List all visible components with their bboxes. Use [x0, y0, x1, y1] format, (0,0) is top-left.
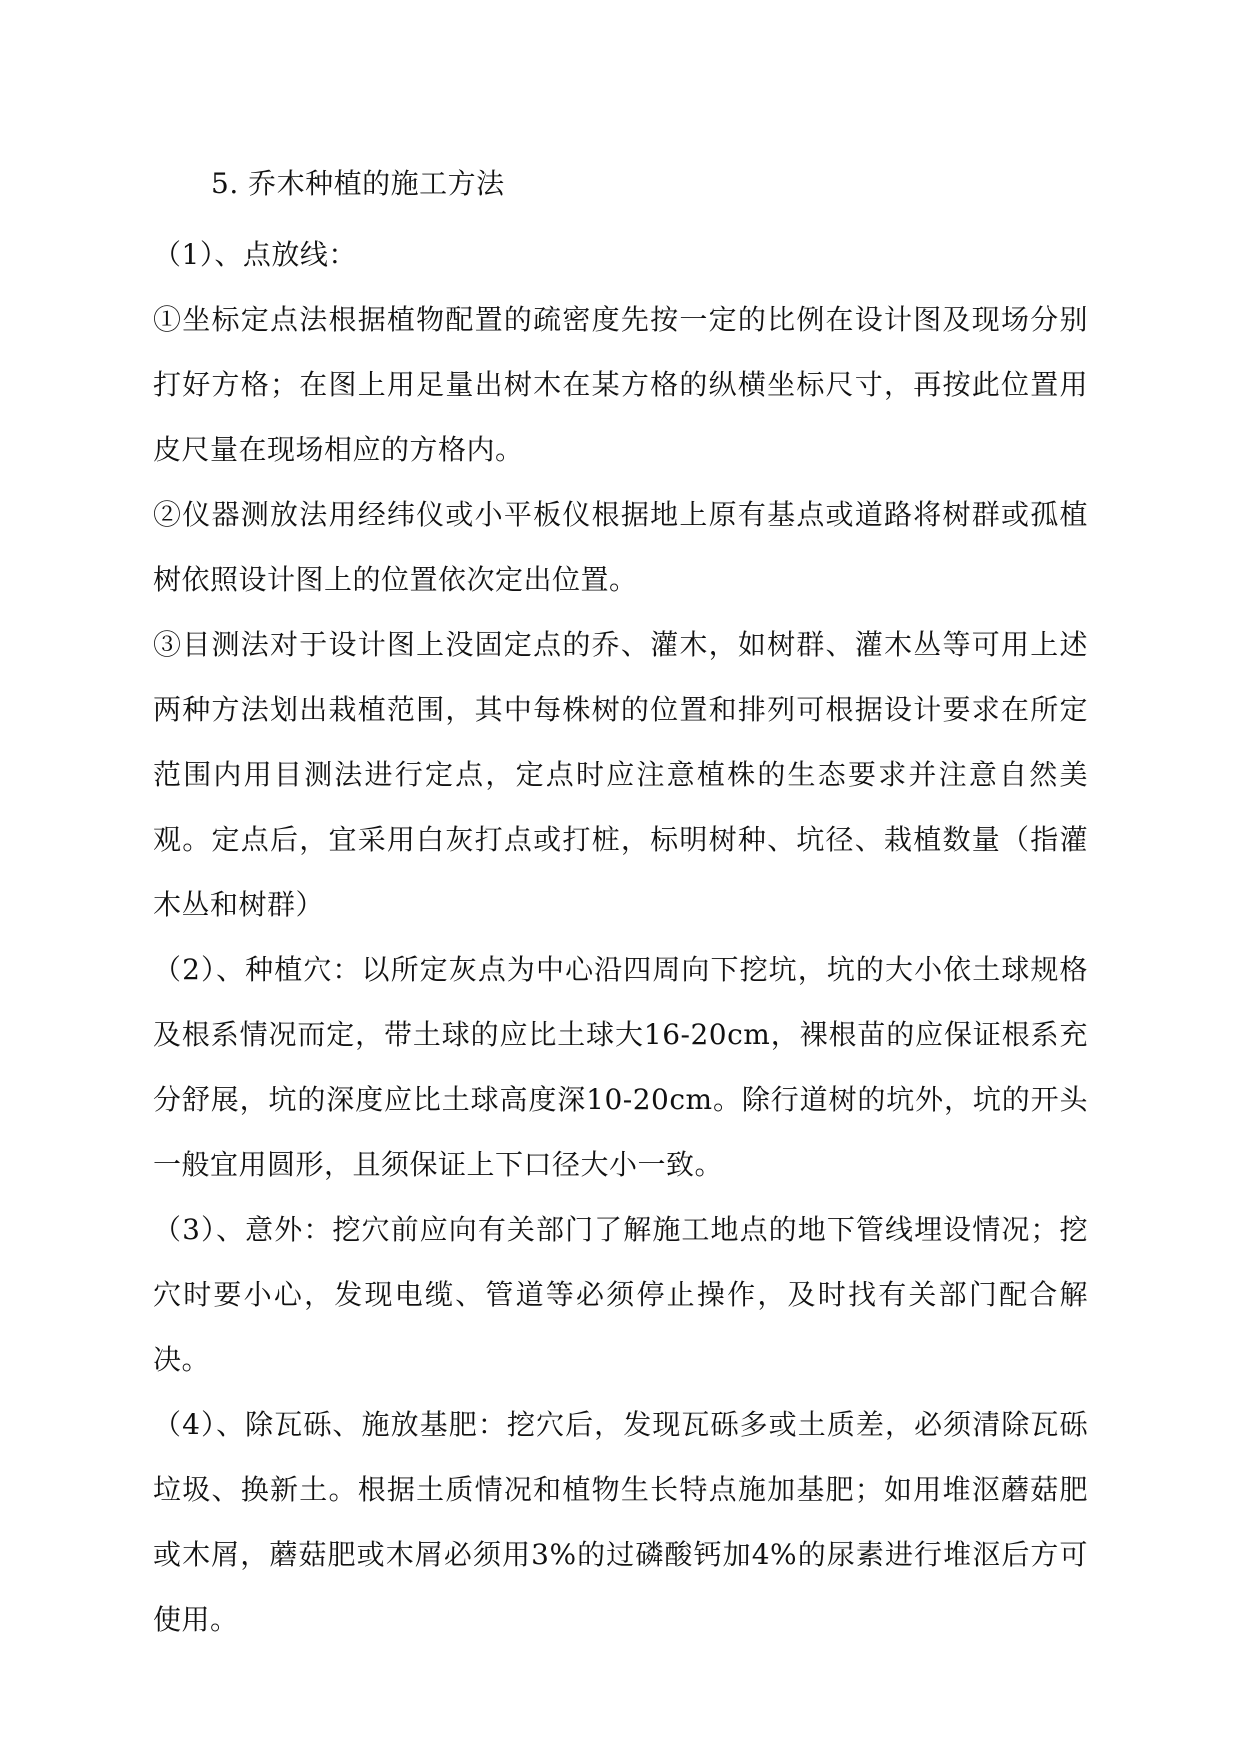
paragraph-base-fertilizer: （4）、除瓦砾、施放基肥：挖穴后，发现瓦砾多或土质差，必须清除瓦砾垃圾、换新土。根据土质情况和植物生长特点施加基肥；如用堆沤蘑菇肥或木屑，蘑菇肥或木屑必须用3%的过磷酸钙加4%的尿素进行堆沤后方可使用。 [153, 1408, 1088, 1636]
paragraph-accidents: （3）、意外：挖穴前应向有关部门了解施工地点的地下管线埋设情况；挖穴时要小心，发现电缆、管道等必须停止操作，及时找有关部门配合解决。 [153, 1213, 1088, 1376]
paragraph-staking-title: （1）、点放线： [153, 238, 357, 271]
paragraph-visual-method: ③目测法对于设计图上没固定点的乔、灌木，如树群、灌木丛等可用上述两种方法划出栽植范围，其中每株树的位置和排列可根据设计要求在所定范围内用目测法进行定点，定点时应注意植株的生态要求并注意自然美观。定点后，宜采用白灰打点或打桩，标明树种、坑径、栽植数量（指灌木丛和树群） [153, 628, 1088, 921]
paragraph-coordinate-method: ①坐标定点法根据植物配置的疏密度先按一定的比例在设计图及现场分别打好方格；在图上用足量出树木在某方格的纵横坐标尺寸，再按此位置用皮尺量在现场相应的方格内。 [153, 303, 1088, 466]
section-heading: 5. 乔木种植的施工方法 [211, 167, 505, 200]
paragraph-instrument-method: ②仪器测放法用经纬仪或小平板仪根据地上原有基点或道路将树群或孤植树依照设计图上的位置依次定出位置。 [153, 498, 1088, 596]
paragraph-planting-pit: （2）、种植穴：以所定灰点为中心沿四周向下挖坑，坑的大小依土球规格及根系情况而定，带土球的应比土球大16-20cm，裸根苗的应保证根系充分舒展，坑的深度应比土球高度深10-20cm。除行道树的坑外，坑的开头一般宜用圆形，且须保证上下口径大小一致。 [153, 953, 1088, 1181]
document-page [153, 156, 1088, 1652]
